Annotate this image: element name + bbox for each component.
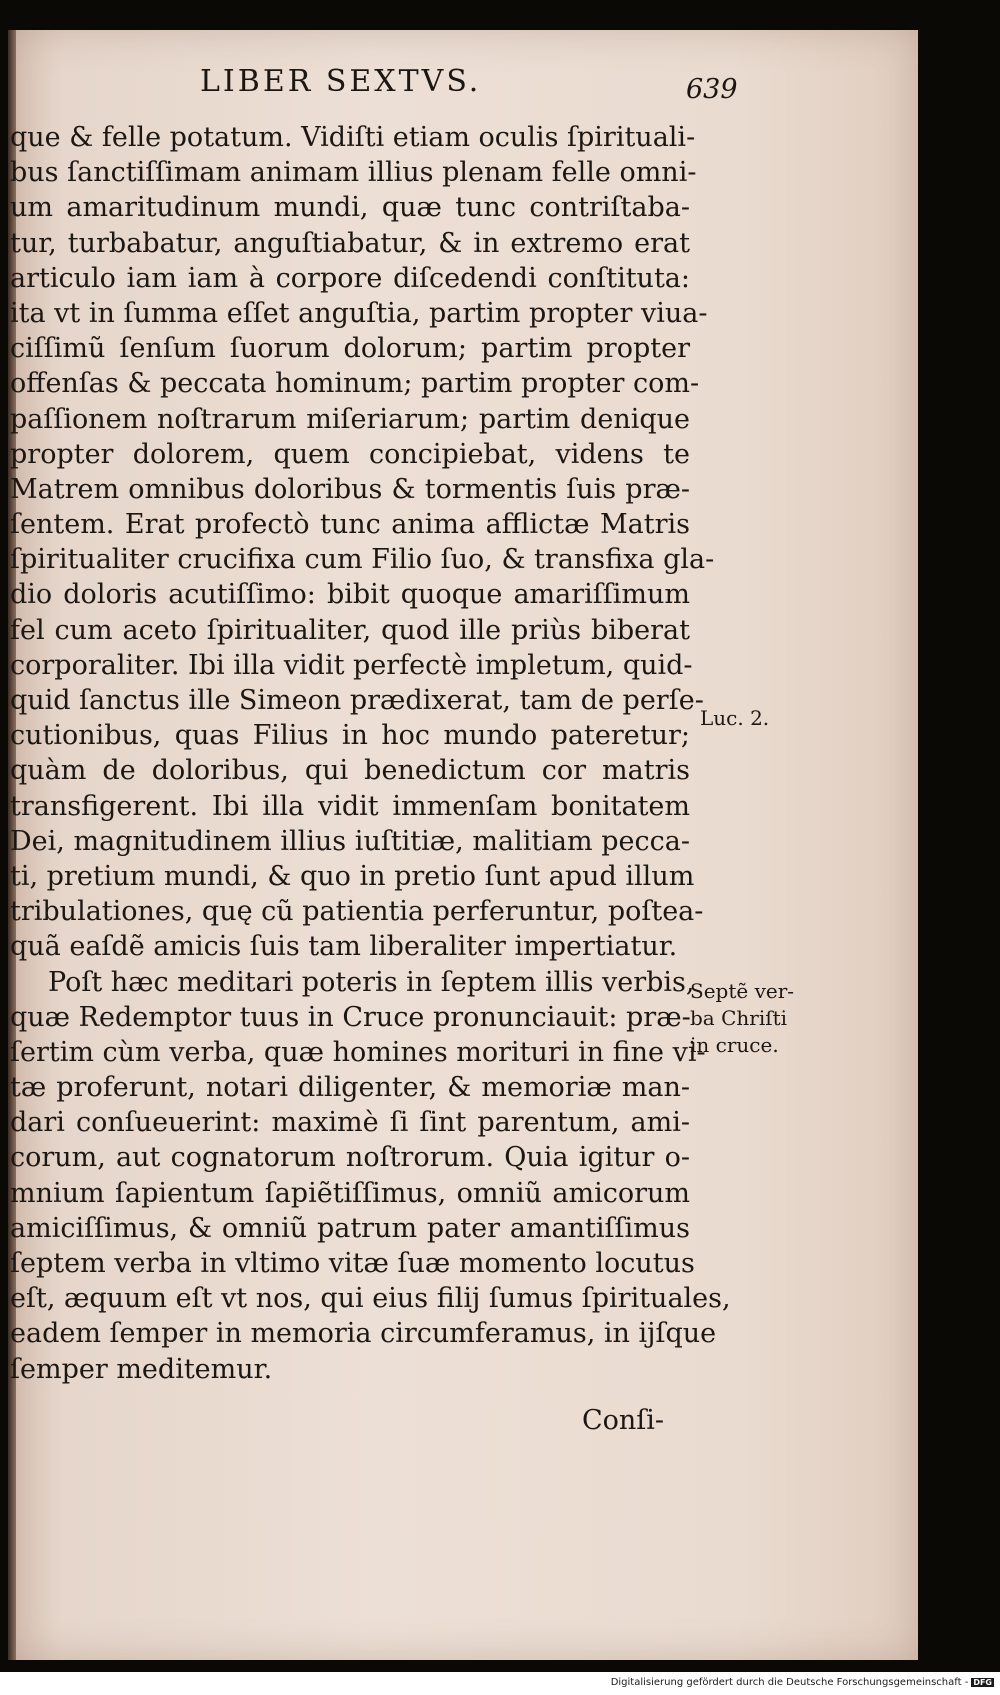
text-line: ita vt in ſumma eſſet anguſtia, partim propter viua- — [10, 297, 708, 329]
text-line: dio doloris acutiſſimo: bibit quoque amariſſimum — [10, 579, 690, 611]
credit-text: Digitalisierung gefördert durch die Deutsche Forschungsgemeinschaft - — [610, 1677, 969, 1688]
text-line: dari conſueuerint: maximè ſi ſint parentum, ami- — [10, 1107, 690, 1139]
text-line: ſeptem verba in vltimo vitæ ſuæ momento locutus — [10, 1248, 695, 1279]
text-line: tæ proferunt, notari diligenter, & memoriæ man- — [10, 1072, 690, 1104]
text-line: paſſionem noſtrarum miſeriarum; partim denique — [10, 403, 690, 435]
text-line: ciſſimũ ſenſum ſuorum dolorum; partim propter — [10, 333, 690, 365]
text-line: fel cum aceto ſpiritualiter, quod ille priùs biberat — [10, 614, 690, 646]
text-line: ſemper meditemur. — [10, 1353, 273, 1385]
text-line: corporaliter. Ibi illa vidit perfectè impletum, quid- — [10, 649, 693, 681]
text-line: quã eaſdẽ amicis ſuis tam liberaliter impertiatur. — [10, 931, 678, 963]
marginal-note-line: ba Chriſti — [690, 1006, 788, 1030]
text-line: offenſas & peccata hominum; partim propter com- — [10, 368, 700, 400]
marginal-note-septem-verba — [690, 978, 794, 1059]
text-line: ſertim cùm verba, quæ homines morituri in fine vi- — [10, 1036, 706, 1068]
text-line: ſentem. Erat profectò tunc anima afflictæ Matris — [10, 509, 690, 541]
text-line: mnium ſapientum ſapiẽtiſſimus, omniũ amicorum — [10, 1177, 690, 1209]
running-head: LIBER SEXTVS. — [200, 64, 482, 99]
text-line: corum, aut cognatorum noſtrorum. Quia igitur o- — [10, 1142, 690, 1174]
marginal-note-line: Septẽ ver- — [690, 979, 795, 1003]
catchword: Conſi- — [582, 1405, 665, 1436]
text-line: quæ Redemptor tuus in Cruce pronunciauit: præ- — [10, 1001, 691, 1033]
text-line: Dei, magnitudinem illius iuſtitiæ, malitiam pecca- — [10, 825, 690, 857]
text-line: transfigerent. Ibi illa vidit immenſam bonitatem — [10, 790, 690, 822]
text-line: tur, turbabatur, anguſtiabatur, & in extremo erat — [10, 227, 690, 259]
text-line: tribulationes, quę cũ patientia perferuntur, poſtea- — [10, 896, 704, 928]
text-line: ti, pretium mundi, & quo in pretio ſunt apud illum — [10, 860, 695, 892]
marginal-note-line: in cruce. — [690, 1033, 779, 1057]
text-line: bus ſanctiſſimam animam illius plenam felle omni- — [10, 157, 697, 189]
body-text — [10, 120, 731, 1387]
marginal-note-luc: Luc. 2. — [700, 706, 770, 730]
paragraph-first-line: Poſt hæc meditari poteris in ſeptem illis verbis, — [48, 966, 695, 998]
text-line: eadem ſemper in memoria circumferamus, in ijſque — [10, 1318, 717, 1350]
text-line: quid ſanctus ille Simeon prædixerat, tam de perſe- — [10, 685, 704, 716]
text-line: ſpiritualiter crucifixa cum Filio ſuo, & transfixa gla- — [10, 544, 715, 576]
text-line: quàm de doloribus, qui benedictum cor matris — [10, 755, 690, 787]
text-line: Matrem omnibus doloribus & tormentis ſuis præ- — [10, 473, 690, 505]
text-line: um amaritudinum mundi, quæ tunc contriſtaba- — [10, 192, 690, 224]
page-number: 639 — [686, 74, 738, 105]
digitization-credit — [611, 1677, 994, 1688]
text-line: propter dolorem, quem concipiebat, videns te — [10, 438, 690, 470]
text-line: eſt, æquum eſt vt nos, qui eius filij ſumus ſpirituales, — [10, 1283, 731, 1315]
dfg-logo: DFG — [973, 1678, 992, 1687]
text-line: que & felle potatum. Vidiſti etiam oculis ſpirituali- — [10, 122, 696, 153]
text-line: articulo iam iam à corpore diſcedendi conſtituta: — [10, 262, 690, 294]
text-line: amiciſſimus, & omniũ patrum pater amantiſſimus — [10, 1212, 690, 1244]
text-line: cutionibus, quas Filius in hoc mundo pateretur; — [10, 720, 690, 752]
